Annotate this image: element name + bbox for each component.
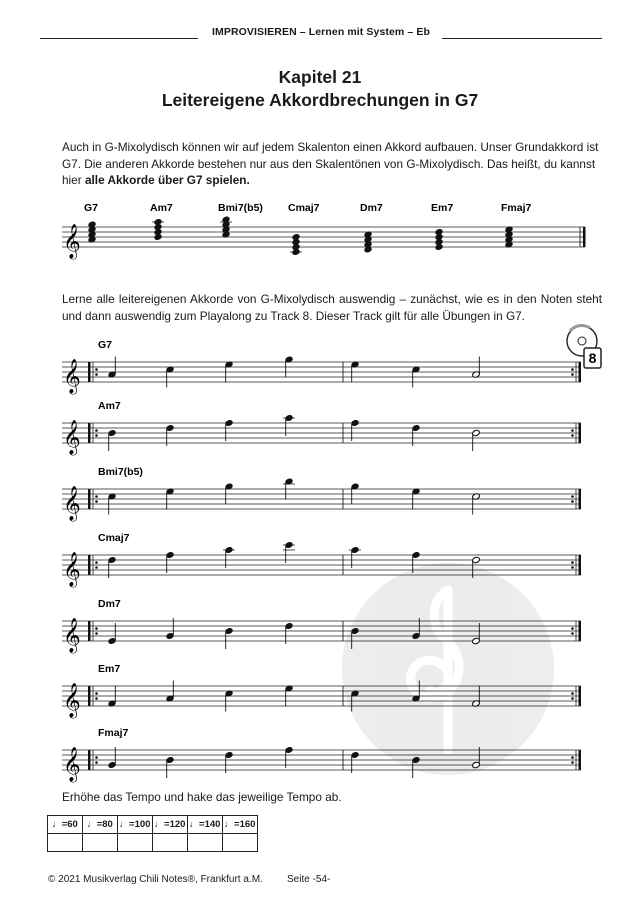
treble-clef-icon: 𝄞 [63,552,81,587]
treble-clef-icon: 𝄞 [63,618,81,653]
tempo-cell: ♩=120 [153,816,188,834]
note-head [292,233,301,240]
exercise-staff [62,466,581,522]
treble-clef-icon: 𝄞 [63,683,81,718]
treble-clef-icon: 𝄞 [63,747,81,782]
exercise-staff [62,400,581,456]
page-number: Seite -54- [287,874,331,885]
exercise-paragraph: Lerne alle leitereigenen Akkorde von G-Mixolydisch auswendig – zunächst, wie es in den Noten steht und dann auswendig zum Playalong zu Track 8. Dieser Track gilt für alle Übungen in G7. [62,292,602,323]
treble-clef-icon: 𝄞 [63,359,81,394]
note-head [435,228,444,235]
chord-symbol: Dm7 [98,598,121,610]
chapter-number: Kapitel 21 [278,67,362,87]
chord-symbol: Em7 [98,663,121,675]
track-number: 8 [588,350,597,366]
chord-overview-staff [62,202,586,260]
intro-text: Auch in G-Mixolydisch können wir auf jedem Skalenton einen Akkord aufbauen. Unser Grundakkord ist G7. Die anderen Akkorde bestehen nur aus den Skalentönen von G-Mixolydisch. Das heißt, du kannst hier [62,140,599,187]
treble-clef-icon: 𝄞 [63,420,81,455]
note-head [154,218,163,225]
intro-bold: alle Akkorde über G7 spielen. [84,173,250,187]
chord-symbol: Dm7 [360,202,383,214]
tempo-cell: ♩=100 [118,816,153,834]
chord-symbol: Am7 [98,400,121,412]
exercise-staff [62,339,581,395]
chapter-heading: Leitereigene Akkordbrechungen in G7 [161,90,479,110]
tempo-cell: ♩=140 [188,816,223,834]
chord-symbol: Cmaj7 [288,202,320,214]
chord-symbol: Cmaj7 [98,532,130,544]
chord-symbol: Em7 [431,202,454,214]
tempo-cell: ♩=160 [223,816,258,834]
chord-symbol: Bmi7(b5) [98,466,143,478]
chord-symbol: G7 [84,202,99,214]
tempo-cell: ♩=80 [83,816,118,834]
treble-clef-icon: 𝄞 [63,224,81,259]
treble-clef-icon: 𝄞 [63,486,81,521]
tempo-instruction: Erhöhe das Tempo und hake das jeweilige Tempo ab. [62,790,342,804]
chord-symbol: Fmaj7 [98,727,129,739]
chord-symbol: Am7 [150,202,173,214]
chord-symbol: Fmaj7 [501,202,532,214]
publisher-watermark-icon [342,563,554,775]
chord-symbol: G7 [98,339,113,351]
chord-symbol: Bmi7(b5) [218,202,263,214]
header-title: IMPROVISIEREN – Lernen mit System – Eb [212,26,430,38]
copyright-notice: © 2021 Musikverlag Chili Notes®, Frankfurt a.M. [48,874,263,885]
tempo-cell: ♩=60 [48,816,83,834]
